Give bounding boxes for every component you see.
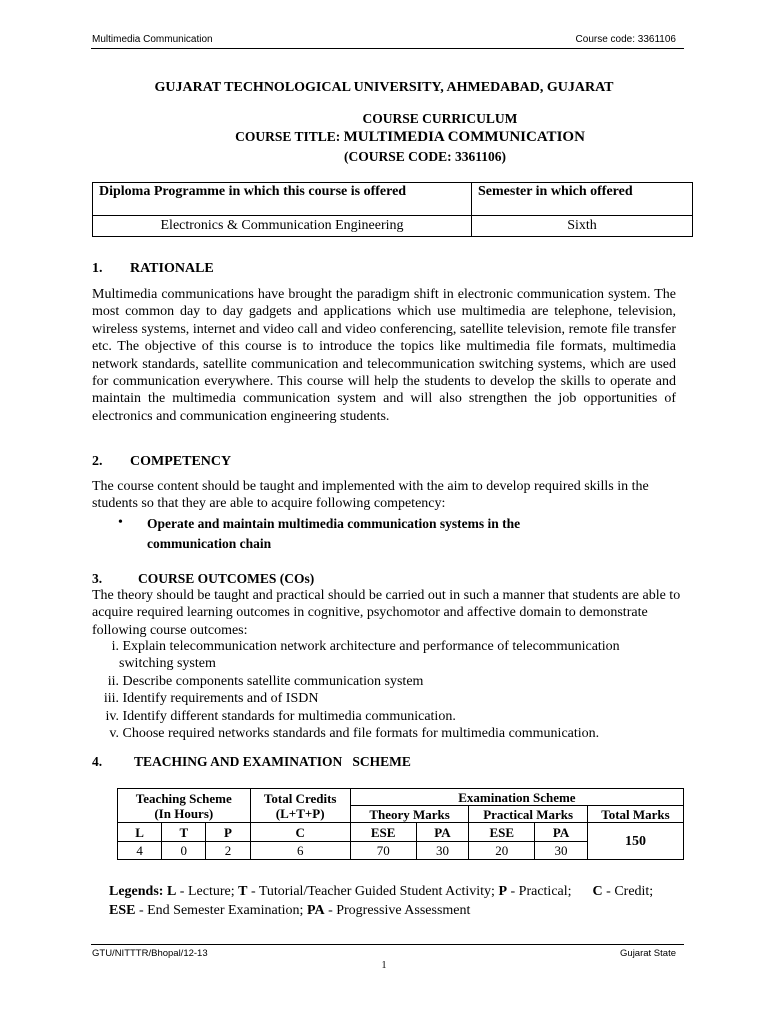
credits-h2: (L+T+P) (275, 805, 325, 821)
scheme-heading (92, 754, 411, 770)
legend-PA-text: - Progressive Assessment (324, 903, 471, 918)
outcomes-list (92, 638, 692, 742)
legend-L-text: - Lecture; (176, 884, 239, 899)
val-ESE-theory: 70 (350, 842, 416, 860)
competency-item: Operate and maintain multimedia communication systems in the communication chain (147, 516, 521, 551)
outcome-item-cont: switching system (119, 656, 216, 672)
footer-right: Gujarat State (620, 948, 676, 959)
outcome-num: iv. (105, 708, 119, 724)
legends-label: Legends: (109, 884, 167, 899)
teaching-h1: Teaching Scheme (135, 790, 232, 806)
legend-PA: PA (306, 903, 325, 918)
legend-ESE-text: - End Semester Examination; (135, 903, 307, 918)
col-PA-practical: PA (535, 823, 588, 842)
legend-ESE: ESE (109, 903, 136, 918)
outcomes-heading (92, 571, 314, 587)
header-right: Course code: 3361106 (575, 34, 676, 45)
col-P: P (206, 823, 250, 842)
scheme-title: TEACHING AND EXAMINATION SCHEME (134, 754, 411, 769)
legends (109, 882, 679, 920)
programme-table (92, 182, 693, 237)
exam-scheme-header: Examination Scheme (350, 789, 683, 806)
page-number: 1 (381, 960, 387, 971)
bullet-icon: • (118, 515, 123, 530)
course-code-title: (COURSE CODE: 3361106) (343, 149, 506, 164)
rationale-num: 1. (92, 261, 103, 276)
practical-marks-header: Practical Marks (469, 806, 588, 823)
rationale-heading (92, 261, 214, 277)
val-C: 6 (250, 842, 350, 860)
outcome-text: Explain telecommunication network architecture and performance of telecommunication (122, 639, 620, 654)
outcomes-num: 3. (92, 571, 103, 586)
outcome-num: v. (109, 726, 119, 742)
competency-text: The course content should be taught and implemented with the aim to develop required skills in the students so that they are able to acquire following competency: (92, 479, 649, 512)
header-left: Multimedia Communication (92, 34, 213, 45)
competency-heading (92, 454, 231, 470)
curriculum-title: COURSE CURRICULUM (362, 111, 518, 126)
programme-header: Diploma Programme in which this course is offered (93, 183, 472, 216)
outcome-text: Identify different standards for multimedia communication. (122, 708, 456, 724)
legend-T: T (238, 884, 248, 899)
legend-C: C (592, 884, 603, 899)
outcome-item (92, 690, 692, 707)
university-title: GUJARAT TECHNOLOGICAL UNIVERSITY, AHMEDABAD, GUJARAT (154, 80, 614, 95)
total-marks-header: Total Marks (587, 806, 683, 823)
outcome-text: Identify requirements and of ISDN (122, 691, 319, 707)
rationale-title: RATIONALE (130, 261, 214, 276)
col-L: L (118, 823, 162, 842)
legend-T-text: - Tutorial/Teacher Guided Student Activity; (247, 884, 499, 899)
val-ESE-practical: 20 (469, 842, 535, 860)
legend-P-text: - Practical; (507, 884, 593, 899)
semester-value: Sixth (472, 216, 693, 237)
competency-num: 2. (92, 454, 103, 469)
val-T: 0 (162, 842, 206, 860)
competency-title: COMPETENCY (130, 454, 232, 469)
col-T: T (162, 823, 206, 842)
credits-header (250, 789, 350, 823)
header-rule (91, 48, 684, 49)
col-PA-theory: PA (416, 823, 469, 842)
outcome-item (92, 673, 692, 690)
outcome-item (92, 725, 692, 742)
legend-L: L (166, 884, 177, 899)
val-PA-practical: 30 (535, 842, 588, 860)
footer-rule (91, 944, 684, 945)
course-title-prefix: COURSE TITLE: (235, 129, 344, 144)
theory-marks-header: Theory Marks (350, 806, 469, 823)
teaching-scheme-header (118, 789, 251, 823)
val-PA-theory: 30 (416, 842, 469, 860)
outcome-text: Choose required networks standards and file formats for multimedia communication. (122, 726, 600, 742)
outcome-num: iii. (103, 691, 119, 707)
outcome-item (92, 708, 692, 725)
scheme-num: 4. (92, 754, 103, 769)
outcomes-title: COURSE OUTCOMES (COs) (138, 571, 315, 586)
col-ESE-practical: ESE (469, 823, 535, 842)
scheme-table (117, 788, 684, 860)
val-L: 4 (118, 842, 162, 860)
outcomes-text: The theory should be taught and practical should be carried out in such a manner that students are able to acquire required learning outcomes in cognitive, psychomotor and affective domain to demonstrate following course outcomes: (92, 588, 681, 638)
course-title-name: MULTIMEDIA COMMUNICATION (343, 129, 585, 145)
outcome-text: Describe components satellite communication system (122, 673, 424, 689)
outcome-num: ii. (107, 673, 119, 689)
col-C: C (250, 823, 350, 842)
teaching-h2: (In Hours) (154, 805, 214, 821)
val-P: 2 (206, 842, 250, 860)
outcome-num: i. (111, 639, 119, 654)
legend-P: P (498, 884, 507, 899)
course-title (160, 129, 660, 146)
legend-C-text: - Credit; (602, 884, 661, 899)
footer-left: GTU/NITTTR/Bhopal/12-13 (92, 948, 208, 959)
programme-value: Electronics & Communication Engineering (93, 216, 472, 237)
rationale-text: Multimedia communications have brought the paradigm shift in electronic communication system. The most common day to day gadgets and applications which use multimedia are telephone, television, wireless systems, internet and video call and video conferencing, satellite television, remote file transfer etc. The objective of this course is to introduce the topics like multimedia file formats, multimedia network standards, satellite communication and telecommunication switching systems, which are used for communication everywhere. This course will help the students to develop the skills to operate and maintain the multimedia communication system and will also strengthen the job opportunities of electronics and communication engineering students. (92, 287, 676, 424)
total-marks-value: 150 (587, 823, 683, 860)
credits-h1: Total Credits (263, 790, 337, 806)
semester-header: Semester in which offered (472, 183, 693, 216)
col-ESE-theory: ESE (350, 823, 416, 842)
outcome-item (92, 638, 692, 655)
